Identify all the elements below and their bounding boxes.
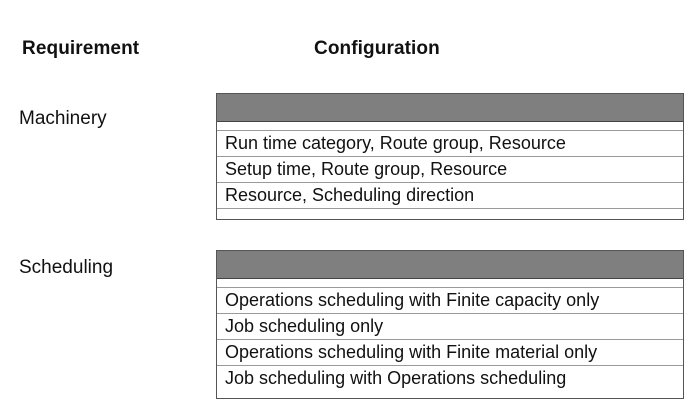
scheduling-box-tail [217, 392, 683, 398]
machinery-dropdown[interactable] [216, 93, 684, 220]
machinery-box-tail [217, 209, 683, 219]
machinery-option-1[interactable]: Run time category, Route group, Resource [217, 131, 683, 157]
machinery-option-3[interactable]: Resource, Scheduling direction [217, 183, 683, 209]
scheduling-dropdown[interactable] [216, 250, 684, 399]
scheduling-options-gap [217, 279, 683, 288]
scheduling-option-4[interactable]: Job scheduling with Operations scheduling [225, 368, 567, 388]
requirement-header: Requirement [22, 38, 140, 59]
machinery-option-2[interactable]: Setup time, Route group, Resource [217, 157, 683, 183]
scheduling-option-3[interactable]: Operations scheduling with Finite material only [217, 340, 683, 366]
scheduling-answer-slot[interactable] [217, 251, 683, 279]
machinery-options-gap [217, 122, 683, 131]
requirement-label-machinery: Machinery [19, 108, 107, 129]
scheduling-option-1[interactable]: Operations scheduling with Finite capacity only [217, 288, 683, 314]
requirement-label-scheduling: Scheduling [19, 257, 114, 278]
machinery-answer-slot[interactable] [217, 94, 683, 122]
configuration-header: Configuration [314, 38, 440, 59]
scheduling-options-list [217, 288, 683, 392]
machinery-options-list [217, 131, 683, 209]
scheduling-option-2[interactable]: Job scheduling only [217, 314, 683, 340]
